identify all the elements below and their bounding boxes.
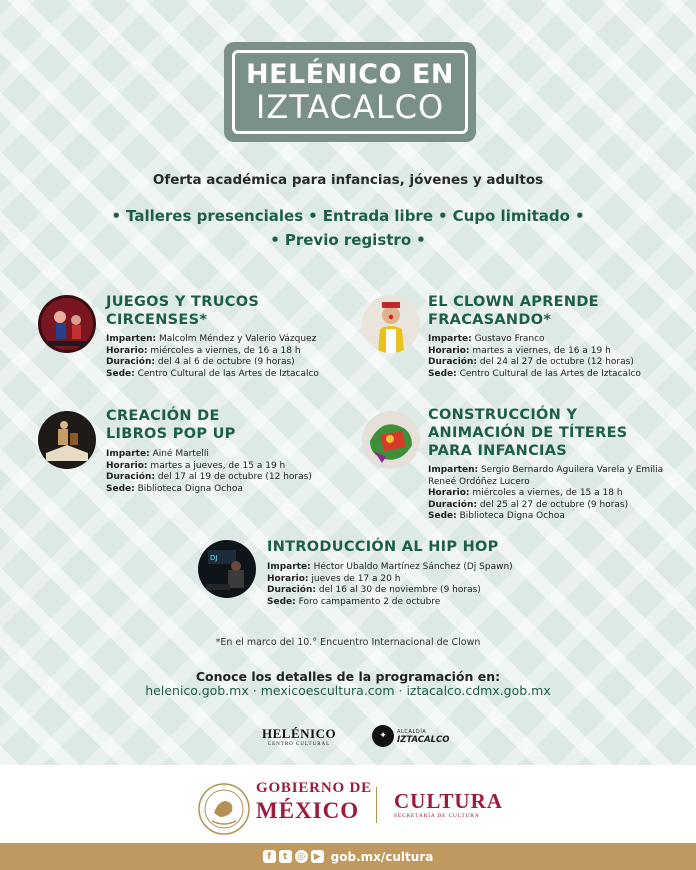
course-info-circus (106, 334, 319, 380)
iztacalco-logo: ✦ ALCALDÍA IZTACALCO (372, 724, 449, 748)
cultura-logo: CULTURA SECRETARÍA DE CULTURA (394, 789, 503, 819)
feature-item: Previo registro (284, 231, 412, 249)
government-band (0, 765, 696, 843)
info-schedule: Horario: martes a jueves, de 15 a 19 h (106, 460, 286, 471)
helenico-logo: HELÉNICO CENTRO CULTURAL (262, 726, 337, 747)
details-lead: Conoce los detalles de la programación en: (195, 669, 501, 684)
info-venue: Sede: Biblioteca Digna Ochoa (428, 511, 565, 521)
link-iztacalco[interactable]: iztacalco.cdmx.gob.mx (406, 683, 551, 698)
info-schedule: Horario: jueves de 17 a 20 h (267, 573, 401, 584)
course-info-puppets (428, 465, 663, 523)
course-title-puppets: CONSTRUCCIÓN Y ANIMACIÓN DE TÍTERES PARA INFANCIAS (428, 407, 628, 459)
feature-list (90, 204, 606, 252)
footer-link[interactable]: gob.mx/cultura (330, 849, 434, 864)
link-helenico[interactable]: helenico.gob.mx (145, 683, 249, 698)
feature-item: Talleres presenciales (126, 207, 304, 225)
course-photo-puppets (362, 411, 420, 469)
course-title-popup: CREACIÓN DE LIBROS POP UP (106, 408, 236, 442)
link-list: helenico.gob.mx · mexicoescultura.com · iztacalco.cdmx.gob.mx (145, 683, 551, 698)
info-venue: Sede: Centro Cultural de las Artes de Iztacalco (106, 368, 319, 379)
info-duration: Duración: del 17 al 19 de octubre (12 horas) (106, 472, 312, 482)
mexico-seal-icon (198, 783, 250, 835)
course-title-clown: EL CLOWN APRENDE FRACASANDO* (428, 294, 599, 328)
title-line-2: IZTACALCO (255, 88, 445, 126)
instagram-icon[interactable]: ◎ (295, 850, 308, 863)
svg-text:DJ: DJ (210, 554, 218, 562)
info-venue: Sede: Biblioteca Digna Ochoa (106, 483, 243, 494)
divider (376, 787, 377, 823)
facebook-icon[interactable]: f (263, 850, 276, 863)
info-schedule: Horario: martes a viernes, de 16 a 19 h (428, 345, 611, 356)
course-photo-hiphop (198, 540, 256, 598)
title-line-1: HELÉNICO EN (245, 59, 455, 90)
info-instructors: Imparte: Ainé Martelli (106, 449, 209, 459)
info-instructors: Imparten: Sergio Bernardo Aguilera Varela y Emilia (428, 465, 664, 475)
gobierno-de-mexico-logo: GOBIERNO DE MÉXICO (256, 780, 372, 823)
course-info-popup (106, 449, 312, 495)
info-schedule: Horario: miércoles a viernes, de 16 a 18 h (106, 345, 301, 356)
twitter-icon[interactable]: t (279, 850, 292, 863)
feature-line-1: • Talleres presenciales • Entrada libre • Cupo limitado • (111, 207, 585, 225)
course-photo-popup (38, 411, 96, 469)
course-photo-circus (38, 295, 96, 353)
info-duration: Duración: del 24 al 27 de octubre (12 horas) (428, 357, 634, 367)
feature-line-2: • Previo registro • (270, 231, 426, 249)
info-instructors: Imparten: Malcolm Méndez y Valerio Vázquez (106, 334, 317, 344)
title-frame (232, 50, 468, 134)
info-duration: Duración: del 25 al 27 de octubre (9 horas) (428, 499, 629, 510)
info-duration: Duración: del 4 al 6 de octubre (9 horas) (106, 357, 295, 367)
course-photo-clown (362, 295, 420, 353)
subtitle: Oferta académica para infancias, jóvenes y adultos (152, 172, 544, 188)
footer-bar (0, 843, 696, 870)
info-instructors-cont: Reneé Ordóñez Lucero (428, 476, 530, 487)
course-title-hiphop: INTRODUCCIÓN AL HIP HOP (267, 539, 499, 555)
link-mexicoescultura[interactable]: mexicoescultura.com (260, 683, 395, 698)
info-instructors: Imparte: Héctor Ubaldo Martínez Sánchez (Dj Spawn) (267, 562, 513, 572)
info-duration: Duración: del 16 al 30 de noviembre (9 horas) (267, 585, 481, 595)
info-venue: Sede: Centro Cultural de las Artes de Iztacalco (428, 368, 641, 379)
title-box (224, 42, 476, 142)
course-info-hiphop (267, 562, 513, 608)
info-instructors: Imparte: Gustavo Franco (428, 334, 545, 344)
course-info-clown (428, 334, 641, 380)
feature-item: Entrada libre (322, 207, 434, 225)
footnote: *En el marco del 10.° Encuentro Internacional de Clown (215, 637, 481, 648)
info-schedule: Horario: miércoles a viernes, de 15 a 18 h (428, 488, 623, 498)
course-title-circus: JUEGOS Y TRUCOS CIRCENSES* (106, 294, 260, 328)
info-venue: Sede: Foro campamento 2 de octubre (267, 596, 441, 607)
feature-item: Cupo limitado (452, 207, 570, 225)
youtube-icon[interactable]: ▶ (311, 850, 324, 863)
iztacalco-emblem-icon: ✦ (372, 725, 394, 747)
